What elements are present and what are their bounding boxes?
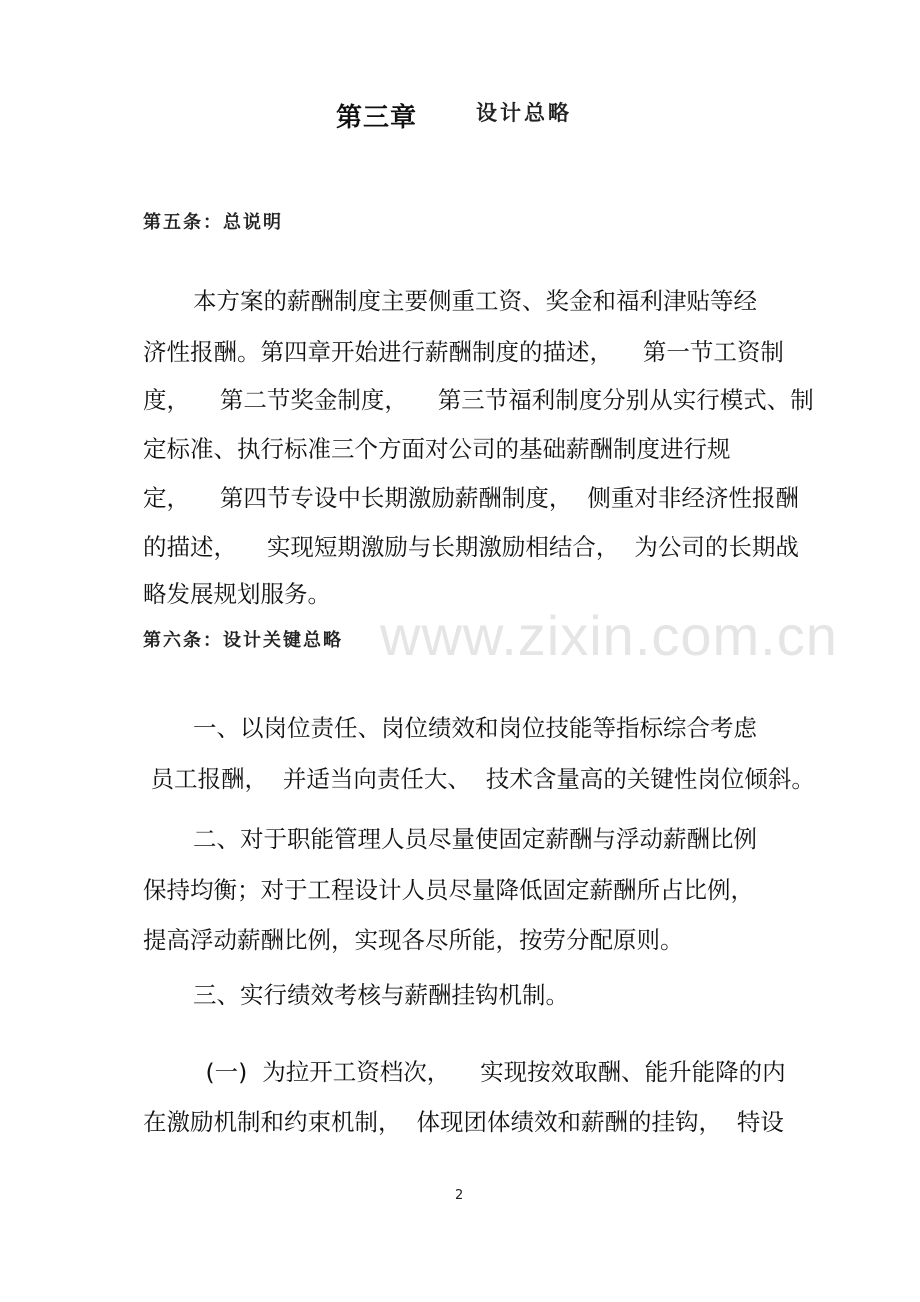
text-line: 二、对于职能管理人员尽量使固定薪酬与浮动薪酬比例 [193, 825, 757, 853]
text-line: 在激励机制和约束机制， 体现团体绩效和薪酬的挂钩， 特设 [143, 1108, 784, 1136]
text-line: 员工报酬， 并适当向责任大、 技术含量高的关键性岗位倾斜。 [143, 765, 815, 793]
chapter-title: 设计总略 [476, 100, 572, 125]
text-line: 保持均衡；对于工程设计人员尽量降低固定薪酬所占比例， [143, 876, 754, 904]
text-line: 一、以岗位责任、岗位绩效和岗位技能等指标综合考虑 [193, 714, 757, 742]
page-number: 2 [455, 1188, 464, 1203]
watermark: www.zixin.com.cn [380, 604, 838, 667]
section-heading-key-design: 第六条：设计关键总略 [143, 630, 343, 651]
chapter-number: 第三章 [336, 103, 418, 133]
text-line: 提高浮动薪酬比例，实现各尽所能，按劳分配原则。 [143, 926, 684, 954]
text-line: 度， 第二节奖金制度， 第三节福利制度分别从实行模式、制 [143, 386, 814, 414]
text-line: 略发展规划服务。 [143, 580, 331, 608]
text-line: (一) 为拉开工资档次， 实现按效取酬、能升能降的内 [198, 1058, 786, 1086]
text-line: 本方案的薪酬制度主要侧重工资、奖金和福利津贴等经 [193, 287, 757, 315]
text-line: 三、实行绩效考核与薪酬挂钩机制。 [193, 981, 569, 1009]
text-line: 定标准、执行标准三个方面对公司的基础薪酬制度进行规 [143, 435, 731, 463]
text-line: 的描述， 实现短期激励与长期激励相结合， 为公司的长期战 [143, 533, 799, 561]
text-line: 定， 第四节专设中长期激励薪酬制度， 侧重对非经济性报酬 [143, 484, 799, 512]
text-line: 济性报酬。第四章开始进行薪酬制度的描述， 第一节工资制 [143, 338, 784, 366]
section-heading-general: 第五条：总说明 [143, 212, 283, 233]
